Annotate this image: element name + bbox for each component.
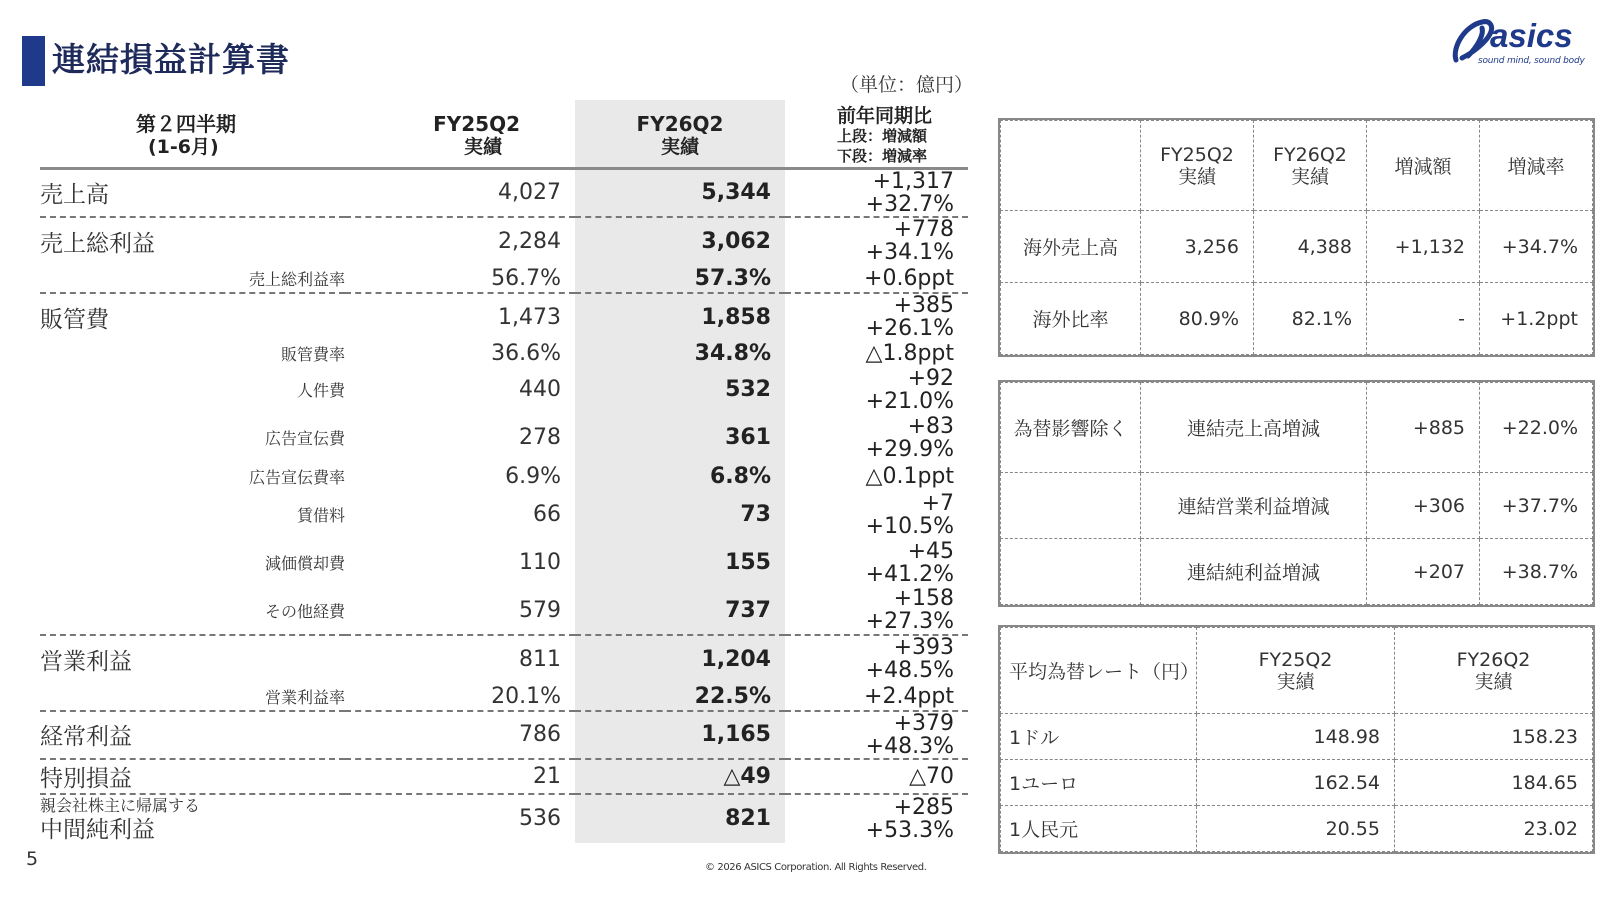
- item-label: 連結純利益増減: [1141, 539, 1367, 605]
- header-empty-cell: [1001, 121, 1141, 211]
- fy25-value: 66: [533, 502, 561, 527]
- table-row: [1001, 760, 1593, 806]
- fy26-value: 73: [575, 491, 785, 539]
- row-label: 売上総利益率: [248, 269, 345, 289]
- row-label: 販管費: [40, 293, 345, 341]
- row-label: 営業利益率: [264, 687, 345, 707]
- fy25-value: 162.54: [1197, 760, 1395, 806]
- comparison-value: +2.4ppt: [864, 683, 954, 709]
- rate-value: +38.7%: [1480, 539, 1593, 605]
- row-label: 海外売上高: [1001, 211, 1141, 283]
- table-row: [40, 265, 968, 293]
- income-statement-table: [40, 100, 968, 843]
- table-row: [1001, 211, 1593, 283]
- fy26-value: 82.1%: [1254, 283, 1367, 355]
- row-label: 広告宣伝費: [264, 429, 345, 448]
- rate-value: +34.7%: [1480, 211, 1593, 283]
- fy25-header: FY25Q2 実績: [1197, 628, 1395, 714]
- table-row: [40, 587, 968, 635]
- fy26-value: 737: [575, 587, 785, 635]
- logo-tagline: sound mind, sound body: [1478, 56, 1585, 66]
- fy25-value: 20.55: [1197, 806, 1395, 852]
- empty-cell: [1001, 473, 1141, 539]
- comparison-value: +92 +21.0%: [865, 365, 954, 414]
- comparison-value: △1.8ppt: [865, 340, 954, 366]
- diff-value: +207: [1367, 539, 1480, 605]
- table-row: [1001, 473, 1593, 539]
- fy25-value: 110: [519, 550, 561, 575]
- comparison-value: +285 +53.3%: [785, 794, 968, 843]
- row-label: 売上総利益: [40, 217, 345, 265]
- overseas-sales-table: [1000, 120, 1593, 355]
- diff-value: -: [1367, 283, 1480, 355]
- row-label: 広告宣伝費率: [248, 467, 345, 487]
- fx-rate-header: 平均為替レート（円）: [1001, 628, 1197, 714]
- copyright-notice: © 2026 ASICS Corporation. All Rights Reserved.: [705, 862, 927, 873]
- asics-wordmark: asics: [1490, 17, 1573, 54]
- rate-value: +22.0%: [1480, 383, 1593, 473]
- title-accent-bar: [22, 36, 45, 86]
- table-row: [40, 366, 968, 414]
- comparison-value: △0.1ppt: [865, 463, 954, 489]
- fy26-value: △49: [575, 759, 785, 794]
- fy26-value: 4,388: [1254, 211, 1367, 283]
- fy25-value: 56.7%: [491, 265, 561, 291]
- table-header-row: [1001, 121, 1593, 211]
- row-label: 人件費: [296, 381, 345, 400]
- table-row: [40, 759, 968, 794]
- table-header-row: [40, 100, 968, 168]
- comparison-header: 前年同期比 上段：増減額 下段：増減率: [785, 100, 968, 168]
- table-row: [1001, 806, 1593, 852]
- fy25-value: 80.9%: [1141, 283, 1254, 355]
- unit-label: （単位：億円）: [840, 74, 974, 96]
- comparison-value: △70: [785, 759, 968, 794]
- currency-label: 1ドル: [1001, 714, 1197, 760]
- table-header-row: [1001, 628, 1593, 714]
- rate-value: +37.7%: [1480, 473, 1593, 539]
- table-row: [1001, 283, 1593, 355]
- table-row: [40, 341, 968, 366]
- comparison-value: +83 +29.9%: [865, 413, 954, 462]
- table-row: [40, 539, 968, 587]
- table-row: [40, 491, 968, 539]
- comparison-value: +379 +48.3%: [785, 711, 968, 759]
- fy25-value: 4,027: [498, 180, 561, 205]
- fy25-header: FY25Q2 実績: [1141, 121, 1254, 211]
- row-label: 減価償却費: [264, 554, 345, 573]
- table-row: [40, 635, 968, 683]
- fy25-value: 278: [519, 425, 561, 450]
- fy25-value: 786: [345, 711, 575, 759]
- fy26-header: FY26Q2 実績: [1395, 628, 1593, 714]
- fy26-value: 1,165: [575, 711, 785, 759]
- empty-cell: [1001, 539, 1141, 605]
- item-label: 連結営業利益増減: [1141, 473, 1367, 539]
- fy25-value: 579: [519, 597, 561, 623]
- row-label: 賃借料: [296, 506, 345, 525]
- row-label: 販管費率: [280, 344, 345, 364]
- fy25-value: 2,284: [345, 217, 575, 265]
- diff-value: +306: [1367, 473, 1480, 539]
- fy25-value: 148.98: [1197, 714, 1395, 760]
- fy26-value: 23.02: [1395, 806, 1593, 852]
- table-row: [40, 683, 968, 711]
- currency-label: 1人民元: [1001, 806, 1197, 852]
- item-label: 連結売上高増減: [1141, 383, 1367, 473]
- row-label: その他経費: [264, 601, 345, 621]
- comparison-value: +393 +48.5%: [785, 635, 968, 683]
- currency-label: 1ユーロ: [1001, 760, 1197, 806]
- fy26-value: 1,204: [575, 635, 785, 683]
- fy26-header: FY26Q2 実績: [1254, 121, 1367, 211]
- fy25-value: 811: [345, 635, 575, 683]
- row-label: 営業利益: [40, 635, 345, 683]
- fy26-value: 184.65: [1395, 760, 1593, 806]
- rate-header: 増減率: [1480, 121, 1593, 211]
- table-row: [40, 168, 968, 217]
- fy26-value: 57.3%: [575, 265, 785, 293]
- row-label: 特別損益: [40, 759, 345, 794]
- rate-value: +1.2ppt: [1480, 283, 1593, 355]
- table-row: [40, 794, 968, 843]
- table-row: [1001, 714, 1593, 760]
- fy25-value: 440: [519, 377, 561, 402]
- diff-value: +885: [1367, 383, 1480, 473]
- fy26-value: 22.5%: [575, 683, 785, 711]
- page-number: 5: [26, 848, 39, 870]
- comparison-value: +7 +10.5%: [865, 490, 954, 539]
- fy26-value: 155: [575, 539, 785, 587]
- comparison-value: +385 +26.1%: [785, 293, 968, 341]
- table-row: [40, 414, 968, 462]
- fy26-value: 361: [575, 414, 785, 462]
- fy26-value: 34.8%: [575, 341, 785, 366]
- fy25-value: 36.6%: [491, 340, 561, 366]
- comparison-value: +45 +41.2%: [865, 538, 954, 587]
- row-label: 親会社株主に帰属する 中間純利益: [40, 794, 345, 843]
- table-row: [40, 217, 968, 265]
- comparison-value: +158 +27.3%: [865, 586, 954, 634]
- comparison-value: +1,317 +32.7%: [865, 168, 954, 217]
- fy25-value: 536: [345, 794, 575, 843]
- fy26-value: 6.8%: [575, 462, 785, 491]
- fy25-value: 6.9%: [505, 463, 561, 489]
- page-title: 連結損益計算書: [52, 40, 290, 79]
- fx-effect-label: 為替影響除く: [1001, 383, 1141, 473]
- comparison-value: +778 +34.1%: [785, 217, 968, 265]
- fy25-value: 3,256: [1141, 211, 1254, 283]
- fy26-value: 532: [575, 366, 785, 414]
- row-label: 海外比率: [1001, 283, 1141, 355]
- fy26-value: 5,344: [575, 168, 785, 217]
- fy25-value: 20.1%: [491, 683, 561, 709]
- diff-value: +1,132: [1367, 211, 1480, 283]
- fy25-header: FY25Q2 実績: [345, 100, 575, 168]
- table-row: [1001, 383, 1593, 473]
- fy25-value: 1,473: [345, 293, 575, 341]
- period-header: 第２四半期 (1-6月): [40, 100, 345, 168]
- fy25-value: 21: [345, 759, 575, 794]
- row-label: 売上高: [40, 182, 109, 208]
- fy26-value: 1,858: [575, 293, 785, 341]
- comparison-value: +0.6ppt: [864, 265, 954, 291]
- fy26-header: FY26Q2 実績: [575, 100, 785, 168]
- table-row: [40, 293, 968, 341]
- row-label: 経常利益: [40, 711, 345, 759]
- diff-header: 増減額: [1367, 121, 1480, 211]
- fx-rate-table: [1000, 627, 1593, 852]
- table-row: [1001, 539, 1593, 605]
- fy26-value: 3,062: [575, 217, 785, 265]
- table-row: [40, 711, 968, 759]
- fy26-value: 158.23: [1395, 714, 1593, 760]
- table-row: [40, 462, 968, 491]
- fx-effect-table: [1000, 382, 1593, 605]
- asics-spiral-icon: [1455, 22, 1491, 60]
- fy26-value: 821: [575, 794, 785, 843]
